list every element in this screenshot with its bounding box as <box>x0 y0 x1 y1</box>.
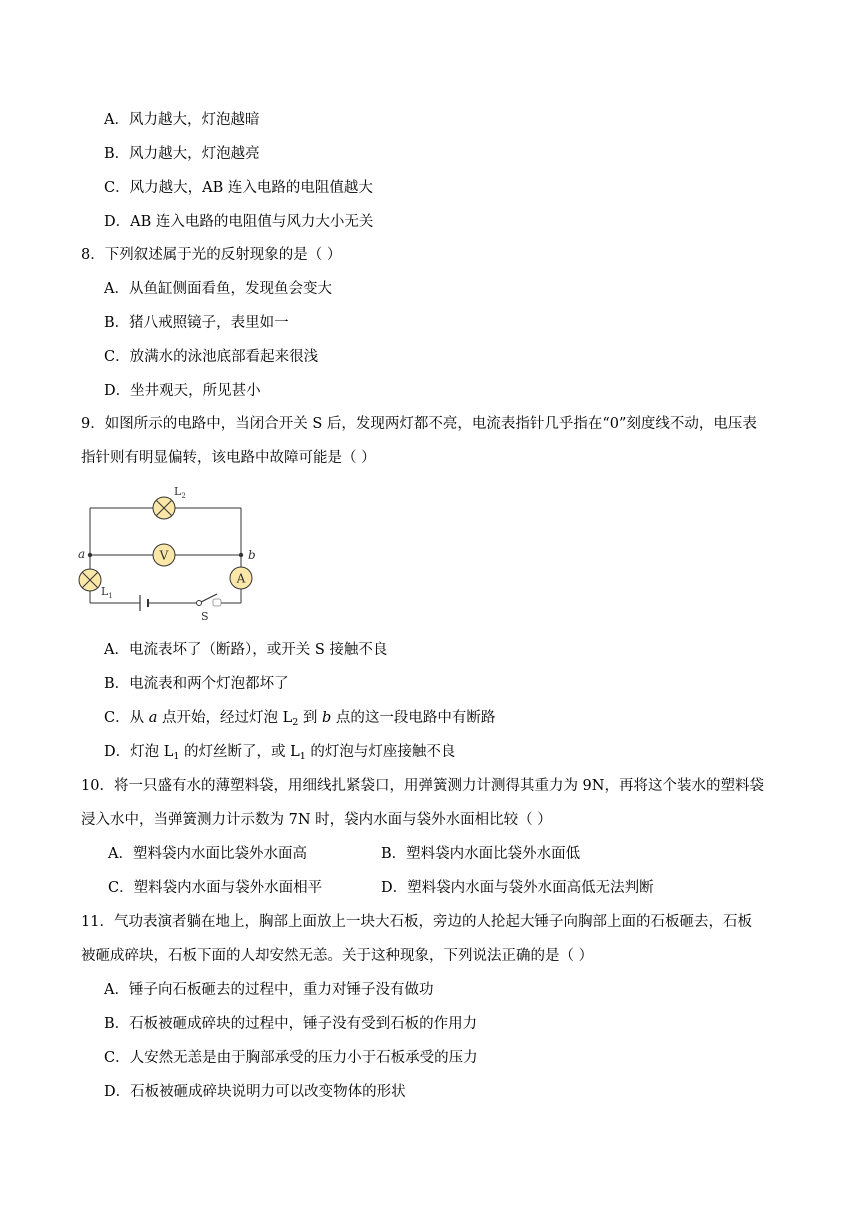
q8-option-d: D．坐井观天，所见甚小 <box>104 383 261 399</box>
lamp-l2-label: $L_2$ <box>174 485 186 500</box>
q8-option-c: C．放满水的泳池底部看起来很浅 <box>104 349 319 365</box>
q10-option-c: C．塑料袋内水面与袋外水面相平 <box>108 880 323 896</box>
q8-option-b: B．猪八戒照镜子，表里如一 <box>104 315 289 331</box>
switch-label: S <box>201 610 209 623</box>
q7-option-c: C．风力越大，AB 连入电路的电阻值越大 <box>104 180 373 196</box>
voltmeter-label: V <box>159 548 169 563</box>
q11-option-d: D．石板被砸成碎块说明力可以改变物体的形状 <box>104 1084 406 1100</box>
switch-s <box>197 594 222 606</box>
q11-stem-line2: 被砸成碎块，石板下面的人却安然无恙。关于这种现象，下列说法正确的是（ ） <box>81 948 594 964</box>
q9-option-c: C．从 a 点开始，经过灯泡 $L_2$ 到 b 点的这一段电路中有断路 <box>104 710 496 728</box>
q11-option-c: C．人安然无恙是由于胸部承受的压力小于石板承受的压力 <box>104 1050 478 1066</box>
q7-option-a: A．风力越大，灯泡越暗 <box>104 112 260 128</box>
q9-option-a: A．电流表坏了（断路），或开关 S 接触不良 <box>104 642 388 658</box>
q11-stem-line1: 11．气功表演者躺在地上，胸部上面放上一块大石板，旁边的人抡起大锤子向胸部上面的石板砸去，石板 <box>81 914 752 930</box>
node-a-label: a <box>78 547 86 561</box>
node-a-dot <box>88 553 92 557</box>
q11-option-b: B．石板被砸成碎块的过程中，锤子没有受到石板的作用力 <box>104 1016 478 1032</box>
q7-option-b: B．风力越大，灯泡越亮 <box>104 146 260 162</box>
node-b-dot <box>239 553 243 557</box>
ammeter <box>230 567 252 589</box>
q10-stem-line2: 浸入水中，当弹簧测力计示数为 7N 时，袋内水面与袋外水面相比较（ ） <box>81 812 552 828</box>
lamp-l1-label: $L_1$ <box>101 585 113 600</box>
ammeter-label: A <box>236 571 246 586</box>
q10-option-a: A．塑料袋内水面比袋外水面高 <box>108 846 307 862</box>
q9-stem-line2: 指针则有明显偏转，该电路中故障可能是（ ） <box>81 450 376 466</box>
q10-stem-line1: 10．将一只盛有水的薄塑料袋，用细线扎紧袋口，用弹簧测力计测得其重力为 9N，再将这个装水的塑料袋 <box>81 778 764 794</box>
q8-stem: 8．下列叙述属于光的反射现象的是（ ） <box>81 247 342 263</box>
q10-option-d: D．塑料袋内水面与袋外水面高低无法判断 <box>381 880 654 896</box>
q10-option-b: B．塑料袋内水面比袋外水面低 <box>381 846 581 862</box>
q9-option-d: D．灯泡 $L_1$ 的灯丝断了，或 $L_1$ 的灯泡与灯座接触不良 <box>104 744 456 762</box>
q7-option-d: D．AB 连入电路的电阻值与风力大小无关 <box>104 214 374 230</box>
q9-stem-line1: 9．如图所示的电路中，当闭合开关 S 后，发现两灯都不亮，电流表指针几乎指在“0”刻度线不动，电压表 <box>81 416 757 432</box>
q9-circuit-diagram <box>76 480 266 625</box>
q9-option-b: B．电流表和两个灯泡都坏了 <box>104 676 289 692</box>
q8-option-a: A．从鱼缸侧面看鱼，发现鱼会变大 <box>104 281 332 297</box>
lamp-l1 <box>79 569 101 591</box>
node-b-label: b <box>248 548 256 562</box>
voltmeter <box>153 544 175 566</box>
q11-option-a: A．锤子向石板砸去的过程中，重力对锤子没有做功 <box>104 982 434 998</box>
lamp-l2 <box>153 497 175 519</box>
